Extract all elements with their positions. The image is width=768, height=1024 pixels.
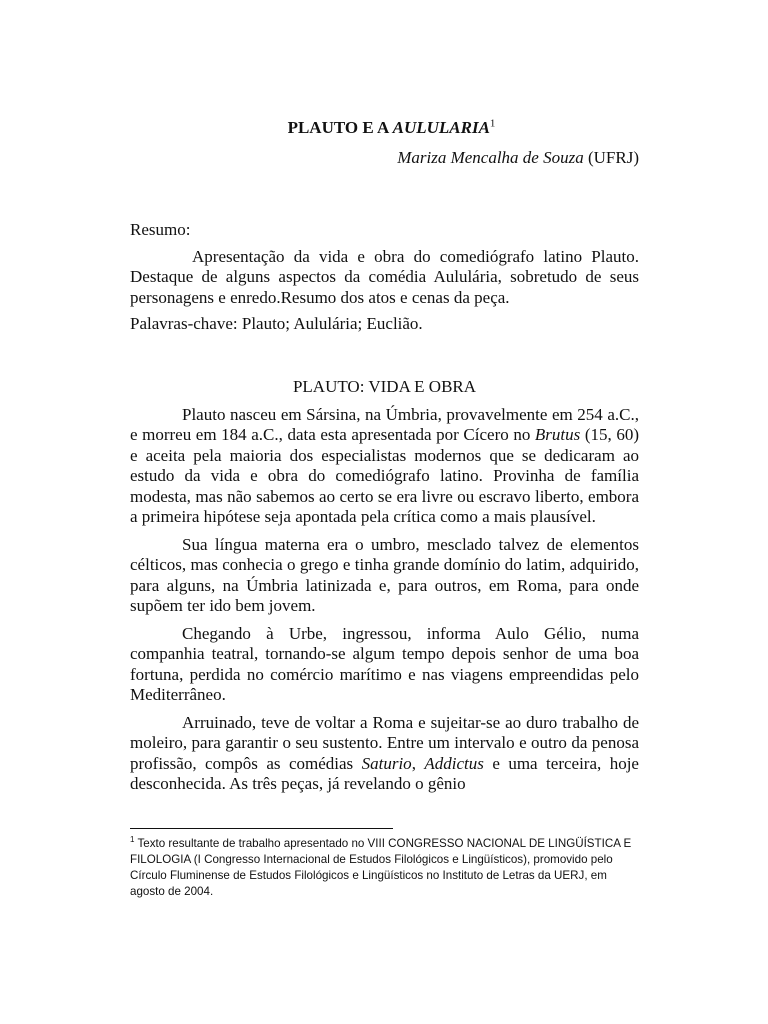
p4-italic-1: Saturio	[361, 753, 412, 773]
abstract-text: Apresentação da vida e obra do comediógrafo latino Plauto. Destaque de alguns aspectos da comédia Aululária, sobretudo de seus personagens e enredo.Resumo dos atos e cenas da peça.	[130, 246, 639, 307]
p1-part2: (15, 60) e aceita pela maioria dos especialistas modernos que se dedicaram ao estudo da vida e obra do comediógrafo latino. Provinha de família modesta, mas não sabemos ao certo se era livre ou escravo liberto, embora a primeira hipótese seja apontada pela crítica como a mais plausível.	[130, 425, 639, 526]
title-main: PLAUTO E A	[287, 118, 393, 137]
footnote	[130, 836, 641, 900]
footnote-text: Texto resultante de trabalho apresentado no VIII CONGRESSO NACIONAL DE LINGÜÍSTICA E FILOLOGIA (I Congresso Internacional de Estudos Filológicos e Lingüísticos), promovido pelo Círculo Fluminense de Estudos Filológicos e Lingüísticos no Instituto de Letras da UERJ, em agosto de 2004.	[130, 837, 632, 898]
p1-part1: Plauto nasceu em Sársina, na Úmbria, provavelmente em 254 a.C., e morreu em 184 a.C., data esta apresentada por Cícero no	[130, 404, 639, 444]
p4-sep: ,	[411, 753, 425, 773]
body-paragraph-2: Sua língua materna era o umbro, mesclado talvez de elementos célticos, mas conhecia o grego e tinha grande domínio do latim, adquirido, para alguns, na Úmbria latinizada e, para outros, em Roma, para onde supõem ter ido bem jovem.	[130, 534, 639, 615]
keywords: Palavras-chave: Plauto; Aululária; Euclião.	[130, 314, 423, 333]
p4-italic-2: Addictus	[424, 753, 484, 773]
body-paragraph-1	[130, 405, 639, 528]
body-paragraph-3: Chegando à Urbe, ingressou, informa Aulo Gélio, numa companhia teatral, tornando-se algum tempo depois senhor de uma boa fortuna, perdida no comércio marítimo e nas viagens empreendidas pelo Mediterrâneo.	[130, 623, 639, 704]
title-italic: AULULARIA	[392, 118, 490, 137]
p1-italic: Brutus	[534, 425, 581, 444]
p4-part2: e uma terceira, hoje desconhecida. As três peças, já revelando o gênio	[130, 753, 639, 793]
footnote-divider	[130, 828, 393, 829]
body-paragraph-4	[130, 713, 639, 795]
author-line	[130, 148, 639, 168]
author-affiliation: (UFRJ)	[583, 148, 639, 167]
title-footnote-ref: 1	[489, 117, 496, 130]
p4-part1: Arruinado, teve de voltar a Roma e sujeitar-se ao duro trabalho de moleiro, para garantir o seu sustento. Entre um intervalo e outro da penosa profissão, compôs as comédias	[130, 712, 639, 773]
abstract-label: Resumo:	[130, 220, 191, 239]
author-name: Mariza Mencalha de Souza	[397, 148, 584, 167]
footnote-number: 1	[130, 835, 135, 845]
page-title	[144, 118, 639, 138]
document-page	[130, 118, 639, 795]
section-title: PLAUTO: VIDA E OBRA	[292, 376, 477, 396]
